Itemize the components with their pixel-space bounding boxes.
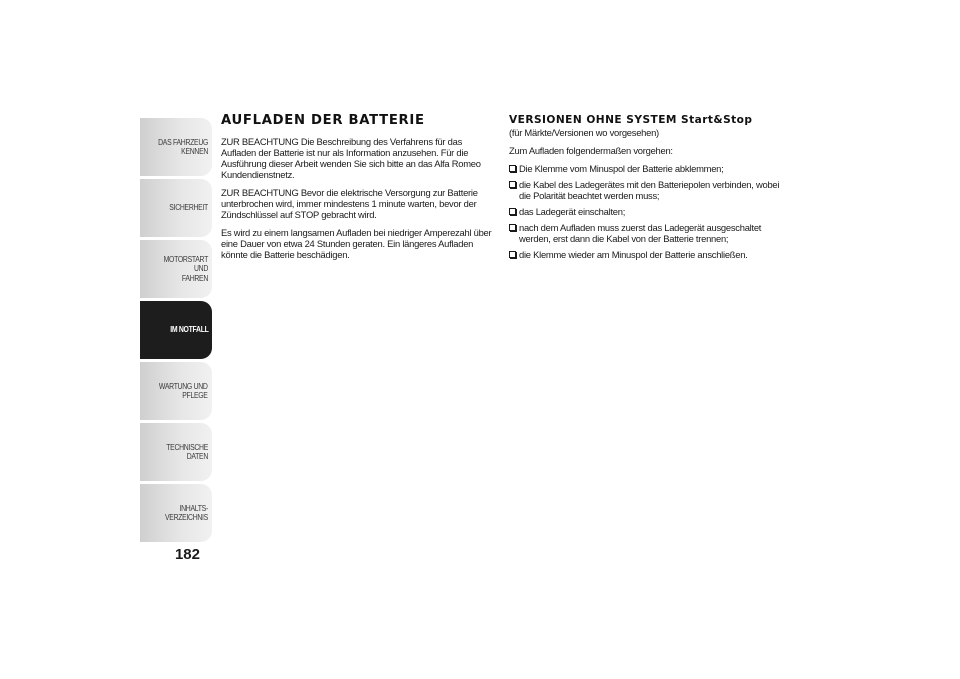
tab-sicherheit[interactable] — [140, 179, 212, 237]
chapter-tabs — [140, 118, 212, 545]
checkbox-bullet-icon — [509, 165, 516, 172]
tab-wartung-und-pflege[interactable] — [140, 362, 212, 420]
checkbox-bullet-icon — [509, 208, 516, 215]
list-item — [509, 249, 781, 260]
subsection-heading: VERSIONEN OHNE SYSTEM Start&Stop — [509, 114, 753, 126]
list-item — [509, 163, 781, 174]
list-item — [509, 179, 781, 201]
tab-inhaltsverzeichnis[interactable] — [140, 484, 212, 542]
step-text: die Kabel des Ladegerätes mit den Batteriepolen verbinden, wobei die Polarität beachtet werden muss; — [519, 179, 780, 201]
intro-text: Zum Aufladen folgendermaßen vorgehen: — [509, 145, 673, 156]
tab-label: DAS FAHRZEUG KENNEN — [158, 137, 208, 156]
right-column — [509, 112, 781, 265]
tab-im-notfall[interactable] — [140, 301, 212, 359]
list-item — [509, 206, 781, 217]
tab-label: IM NOTFALL — [169, 325, 208, 335]
tab-das-fahrzeug-kennen[interactable] — [140, 118, 212, 176]
section-heading: AUFLADEN DER BATTERIE — [221, 113, 425, 128]
tab-label: WARTUNG UND PFLEGE — [159, 381, 208, 400]
step-text: Die Klemme vom Minuspol der Batterie abklemmen; — [519, 163, 724, 174]
tab-label: TECHNISCHE DATEN — [166, 442, 208, 461]
checkbox-bullet-icon — [509, 224, 516, 231]
paragraph: ZUR BEACHTUNG Die Beschreibung des Verfahrens für das Aufladen der Batterie ist nur als Information anzusehen. Für die Ausführung dieser Arbeit wenden Sie sich bitte an das Alfa Romeo Kundendienstnetz. — [221, 136, 481, 180]
page-number: 182 — [174, 546, 200, 563]
step-text: nach dem Aufladen muss zuerst das Ladegerät ausgeschaltet werden, erst dann die Kabel von der Batterie trennen; — [519, 222, 762, 244]
checkbox-bullet-icon — [509, 181, 516, 188]
list-item — [509, 222, 781, 244]
step-text: das Ladegerät einschalten; — [519, 206, 626, 217]
paragraph: ZUR BEACHTUNG Bevor die elektrische Versorgung zur Batterie unterbrochen wird, immer mindestens 1 minute warten, bevor der Zündschlüssel auf STOP gebracht wird. — [221, 187, 478, 220]
steps-list — [509, 163, 781, 260]
tab-label: MOTORSTART UND FAHREN — [163, 254, 208, 283]
left-column — [221, 112, 493, 267]
tab-label: SICHERHEIT — [169, 203, 208, 213]
checkbox-bullet-icon — [509, 251, 516, 258]
tab-label: INHALTS- VERZEICHNIS — [165, 503, 208, 522]
paragraph: Es wird zu einem langsamen Aufladen bei niedriger Amperezahl über eine Dauer von etwa 24 Stunden geraten. Ein längeres Aufladen könnte die Batterie beschädigen. — [221, 227, 492, 260]
subtitle: (für Märkte/Versionen wo vorgesehen) — [509, 127, 659, 138]
tab-motorstart-und-fahren[interactable] — [140, 240, 212, 298]
step-text: die Klemme wieder am Minuspol der Batterie anschließen. — [519, 249, 748, 260]
tab-technische-daten[interactable] — [140, 423, 212, 481]
